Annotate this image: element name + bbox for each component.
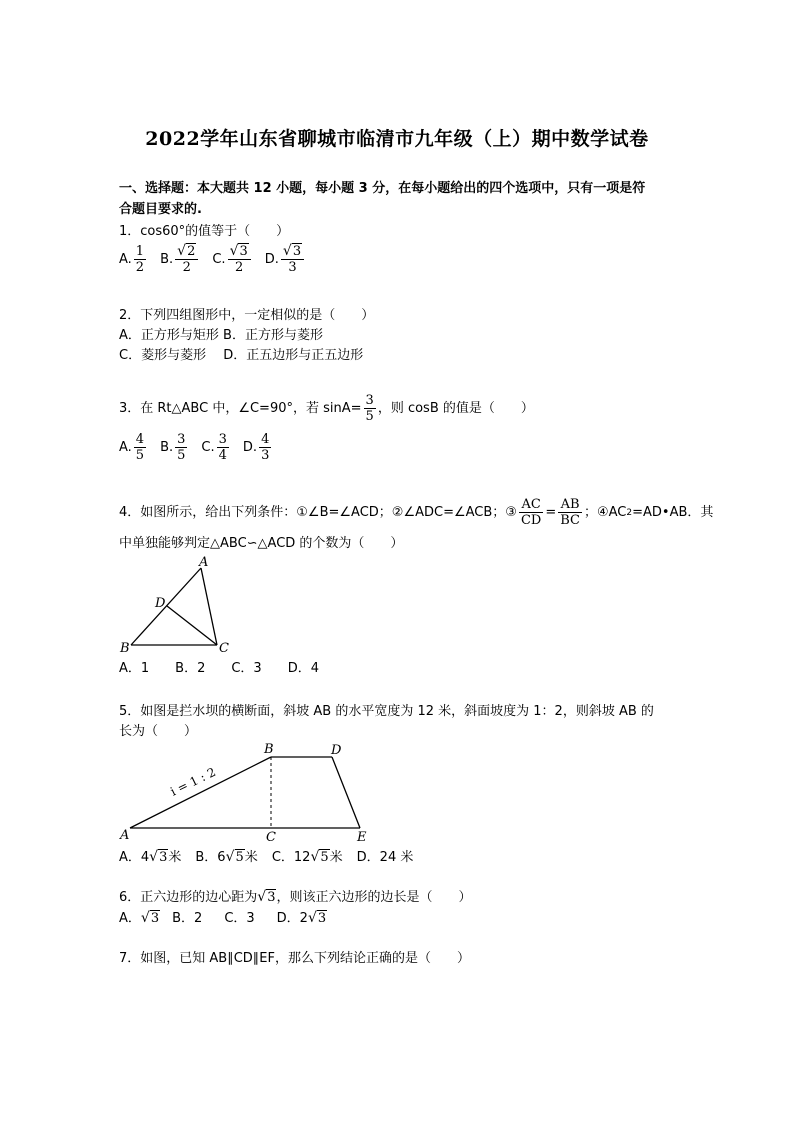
stem-text: =AD•AB．其	[632, 504, 714, 520]
option-b-label: B.	[160, 251, 174, 267]
option-b: B．2	[172, 910, 203, 926]
option-d-label: D.	[264, 251, 279, 267]
option-a-label: A．	[119, 910, 141, 926]
fraction: $\frac{3}{5}$	[365, 393, 374, 424]
stem-text: ，则 cosB 的值是（ ）	[377, 400, 534, 416]
sqrt: √3	[140, 910, 160, 926]
slope-de	[332, 757, 360, 828]
option-a-label: A.	[119, 439, 132, 455]
label-c: C	[219, 641, 229, 655]
question-2-options-line2: C．菱形与菱形 D．正五边形与正五边形	[119, 348, 364, 363]
option-c: C．3	[224, 910, 255, 926]
sqrt: √3	[257, 889, 276, 905]
label-c: C	[266, 830, 276, 845]
fraction: $\frac{3}{5}$	[177, 432, 186, 463]
option-b-label: B．6	[195, 849, 226, 865]
question-6-options	[119, 910, 327, 927]
option-b-label: B.	[160, 439, 174, 455]
question-1-options	[119, 244, 318, 275]
question-4-stem	[119, 497, 713, 528]
label-a: A	[199, 555, 209, 570]
unit: 米	[168, 849, 182, 865]
option-c-label: C.	[201, 439, 215, 455]
question-3-stem	[119, 393, 534, 424]
question-5-stem-line2: 长为（ ）	[119, 724, 198, 739]
option-c-label: C．12	[271, 849, 311, 865]
triangle-figure	[115, 555, 245, 655]
label-e: E	[357, 830, 367, 845]
side-ac	[201, 568, 217, 645]
question-4-options: A．1 B．2 C．3 D．4	[119, 661, 319, 676]
question-5-options	[119, 849, 413, 866]
equals-sign: =	[545, 504, 557, 520]
question-1-stem: 1．cos60°的值等于（ ）	[119, 224, 290, 239]
question-4-stem-line2: 中单独能够判定△ABC∽△ACD 的个数为（ ）	[119, 536, 404, 551]
stem-text: ，则该正六边形的边长是（ ）	[276, 889, 472, 905]
question-5-stem-line1: 5．如图是拦水坝的横断面，斜坡 AB 的水平宽度为 12 米，斜面坡度为 1：2，则斜坡 AB 的	[119, 704, 654, 719]
label-slope-ratio: i = 1 : 2	[168, 764, 218, 799]
fraction: $\frac{AC}{CD}$	[520, 497, 542, 528]
stem-text: 3．在 Rt△ABC 中，∠C=90°，若 sinA=	[119, 400, 362, 416]
stem-text: 4．如图所示，给出下列条件：①∠B=∠ACD；②∠ADC=∠ACB；③	[119, 504, 517, 520]
fraction: $\frac{√3}{3}$	[281, 244, 304, 275]
sqrt: √3	[149, 849, 168, 865]
fraction: $\frac{1}{2}$	[135, 244, 145, 275]
page-title: 2022学年山东省聊城市临清市九年级（上）期中数学试卷	[145, 128, 649, 150]
section-heading-line2: 合题目要求的.	[119, 202, 202, 217]
question-3-options	[119, 432, 285, 463]
fraction: $\frac{4}{5}$	[135, 432, 145, 463]
label-b: B	[120, 641, 130, 655]
side-ab	[131, 568, 201, 645]
section-heading-line1: 一、选择题：本大题共 12 小题，每小题 3 分，在每小题给出的四个选项中，只有一项是符	[119, 181, 646, 196]
slope-ab	[130, 757, 271, 828]
sqrt: √5	[310, 849, 329, 865]
stem-text: ；④AC	[583, 504, 627, 520]
fraction: $\frac{√3}{2}$	[228, 244, 251, 275]
label-b: B	[264, 742, 274, 757]
fraction: $\frac{√2}{2}$	[175, 244, 198, 275]
option-d: D．24 米	[356, 849, 414, 865]
question-2-stem: 2．下列四组图形中，一定相似的是（ ）	[119, 308, 375, 323]
sqrt: √3	[307, 910, 327, 926]
question-2-options-line1: A．正方形与矩形 B．正方形与菱形	[119, 328, 323, 343]
option-d-label: D．2	[276, 910, 308, 926]
superscript: 2	[626, 507, 633, 518]
fraction: $\frac{AB}{BC}$	[560, 497, 580, 528]
sqrt: √5	[225, 849, 244, 865]
option-a-label: A.	[119, 251, 132, 267]
option-d-label: D.	[242, 439, 258, 455]
label-d: D	[331, 743, 342, 758]
stem-text: 6．正六边形的边心距为	[119, 889, 258, 905]
question-7-stem: 7．如图，已知 AB∥CD∥EF，那么下列结论正确的是（ ）	[119, 951, 470, 966]
option-a-label: A．4	[119, 849, 150, 865]
label-d: D	[155, 596, 166, 611]
question-6-stem	[119, 889, 472, 906]
unit: 米	[244, 849, 258, 865]
fraction: $\frac{3}{4}$	[218, 432, 227, 463]
unit: 米	[329, 849, 343, 865]
label-a: A	[120, 828, 130, 843]
dam-cross-section-figure	[118, 740, 378, 848]
option-c-label: C.	[212, 251, 226, 267]
fraction: $\frac{4}{3}$	[261, 432, 270, 463]
